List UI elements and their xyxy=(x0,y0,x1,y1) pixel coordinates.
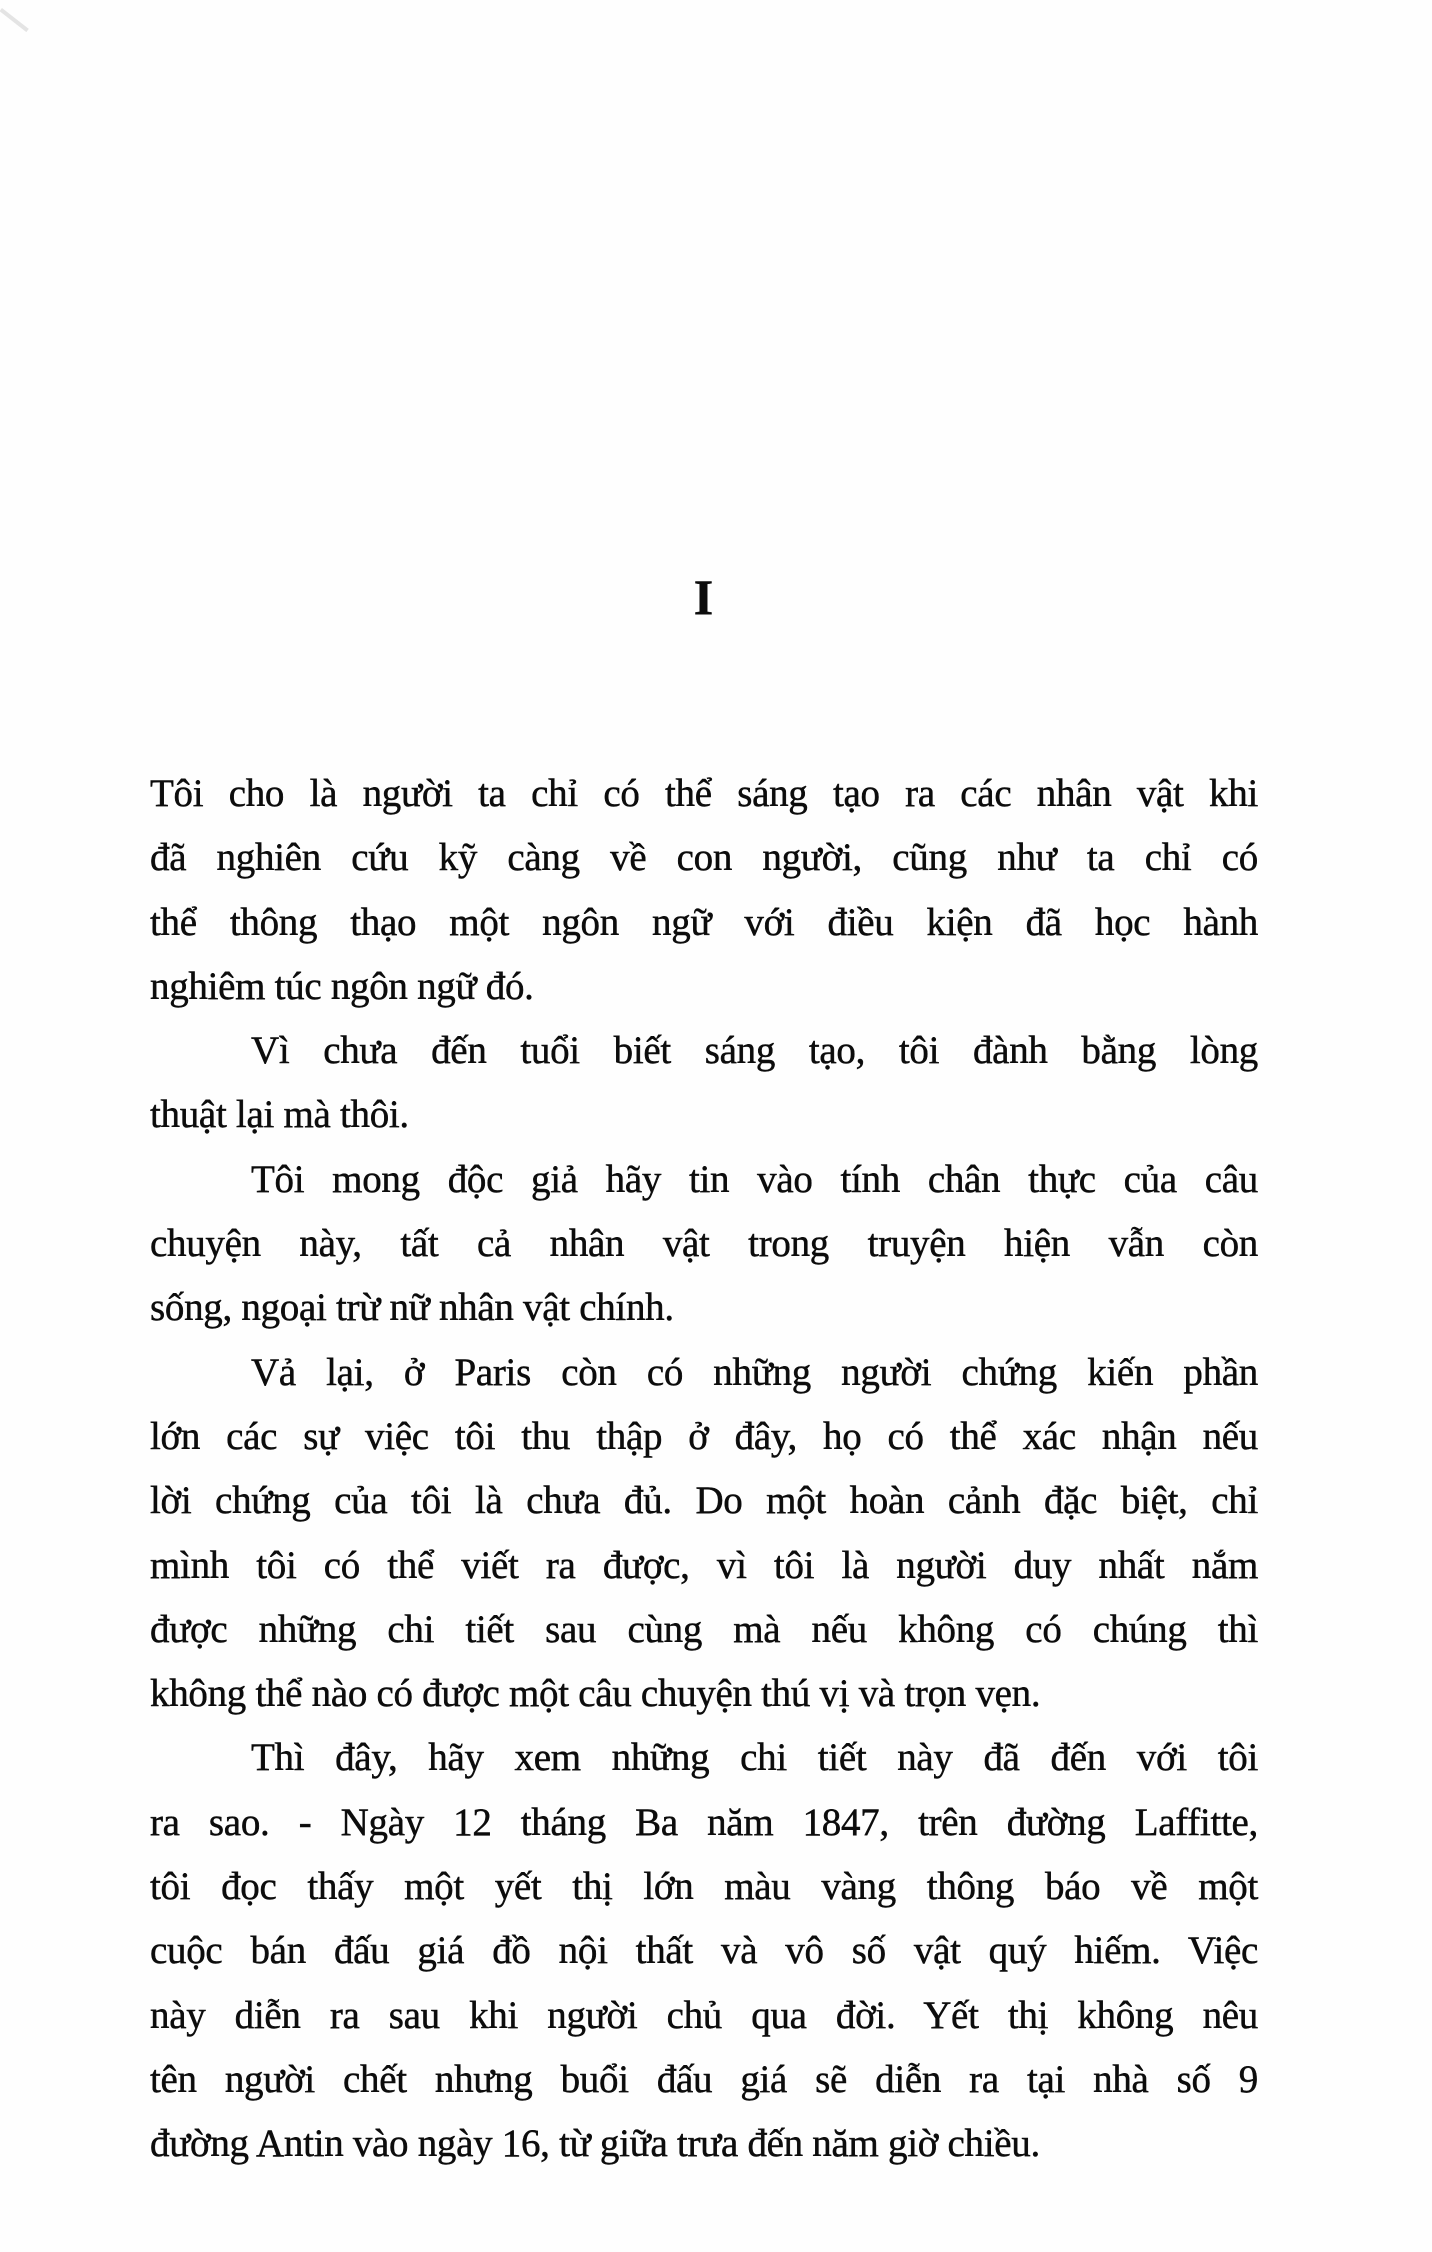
text-line: lớn các sự việc tôi thu thập ở đây, họ có thể xác nhận nếu xyxy=(150,1414,1258,1458)
text-line: nghiêm túc ngôn ngữ đó. xyxy=(150,964,534,1008)
text-line: cuộc bán đấu giá đồ nội thất và vô số vật quý hiếm. Việc xyxy=(150,1929,1258,1973)
text-line: thể thông thạo một ngôn ngữ với điều kiện đã học hành xyxy=(150,900,1258,944)
text-line: tôi đọc thấy một yết thị lớn màu vàng thông báo về một xyxy=(150,1865,1258,1909)
paragraph xyxy=(150,1726,1258,2176)
text-line: được những chi tiết sau cùng mà nếu không có chúng thì xyxy=(150,1607,1258,1651)
text-line: chuyện này, tất cả nhân vật trong truyện hiện vẫn còn xyxy=(150,1222,1258,1266)
text-line: tên người chết nhưng buổi đấu giá sẽ diễn ra tại nhà số 9 xyxy=(150,2057,1258,2101)
text-block xyxy=(150,762,1258,2177)
text-line: Vì chưa đến tuổi biết sáng tạo, tôi đành bằng lòng xyxy=(251,1029,1258,1073)
paragraph xyxy=(150,762,1258,1019)
text-line: sống, ngoại trừ nữ nhân vật chính. xyxy=(150,1286,674,1330)
text-line: mình tôi có thể viết ra được, vì tôi là người duy nhất nắm xyxy=(150,1543,1258,1587)
text-line: thuật lại mà thôi. xyxy=(150,1093,409,1137)
text-line: Tôi mong độc giả hãy tin vào tính chân thực của câu xyxy=(251,1157,1258,1201)
text-line: Tôi cho là người ta chỉ có thể sáng tạo ra các nhân vật khi xyxy=(150,772,1258,815)
paragraph xyxy=(150,1019,1258,1148)
scan-smudge xyxy=(0,8,29,32)
paragraph xyxy=(150,1341,1258,1727)
text-line: này diễn ra sau khi người chủ qua đời. Yết thị không nêu xyxy=(150,1993,1258,2037)
paragraph xyxy=(150,1148,1258,1341)
text-line: Vả lại, ở Paris còn có những người chứng kiến phần xyxy=(251,1350,1258,1394)
chapter-heading: I xyxy=(693,569,715,625)
text-line: đường Antin vào ngày 16, từ giữa trưa đến năm giờ chiều. xyxy=(150,2122,1040,2166)
text-line: Thì đây, hãy xem những chi tiết này đã đến với tôi xyxy=(251,1736,1258,1780)
text-line: đã nghiên cứu kỹ càng về con người, cũng như ta chỉ có xyxy=(150,836,1258,880)
text-line: lời chứng của tôi là chưa đủ. Do một hoàn cảnh đặc biệt, chỉ xyxy=(150,1479,1258,1523)
text-line: không thể nào có được một câu chuyện thú vị và trọn vẹn. xyxy=(150,1672,1041,1716)
text-line: ra sao. - Ngày 12 tháng Ba năm 1847, trên đường Laffitte, xyxy=(150,1800,1258,1844)
